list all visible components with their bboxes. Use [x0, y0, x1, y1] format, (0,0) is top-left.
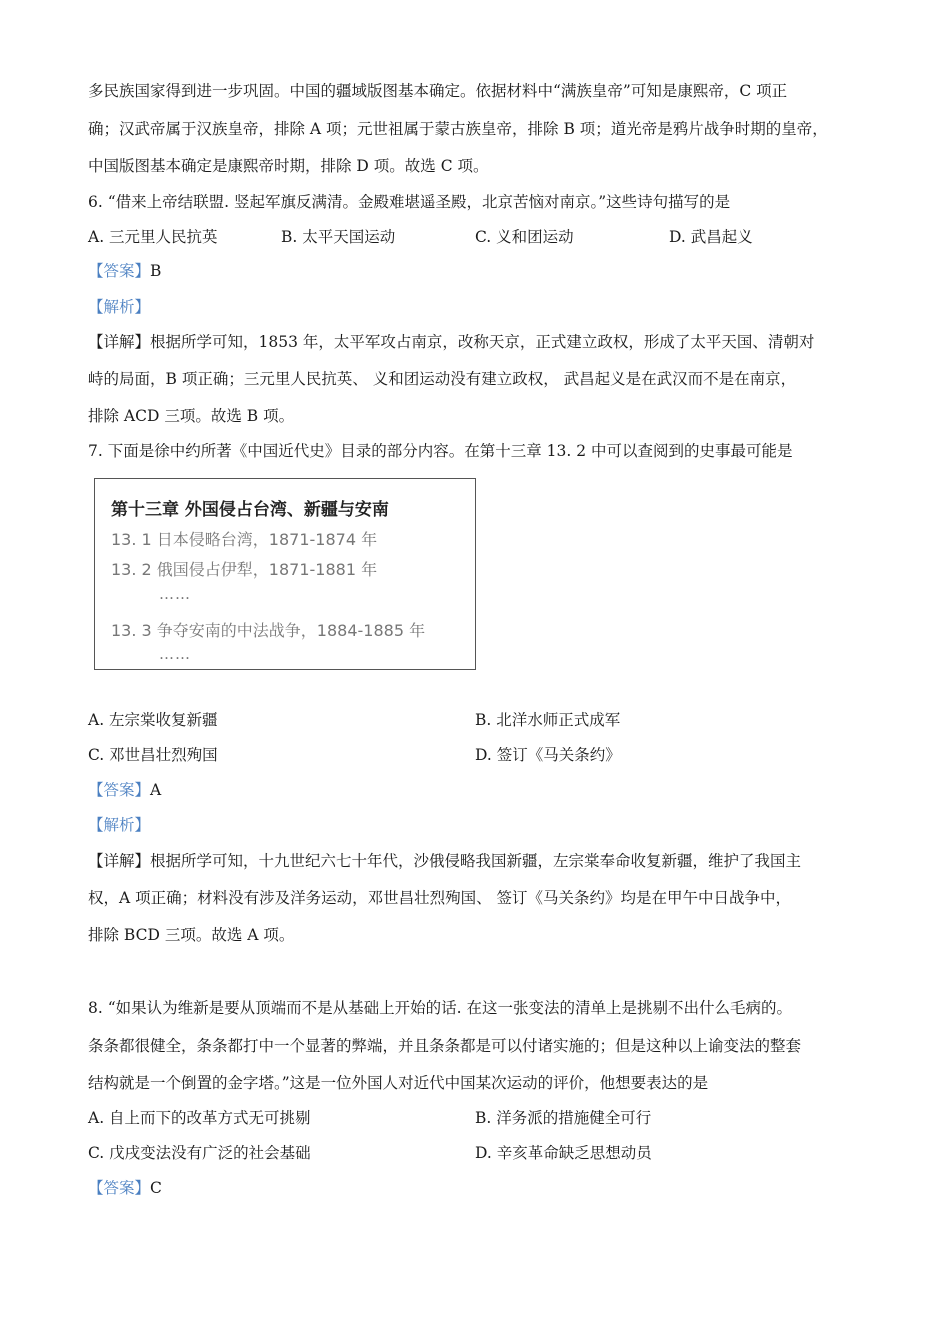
option-a: A. 左宗棠收复新疆	[88, 711, 218, 729]
question-8-answer	[88, 1178, 162, 1198]
question-6-answer	[88, 261, 161, 281]
option-b: B. 太平天国运动	[281, 228, 396, 246]
toc-chapter-heading: 第十三章 外国侵占台湾、新疆与安南	[111, 500, 389, 520]
question-7-analysis-tag: 【解析】	[88, 816, 151, 834]
question-7-detail-line: 权，A 项正确；材料没有涉及洋务运动，邓世昌壮烈殉国、 签订《马关条约》均是在甲午中日战争中，	[88, 889, 792, 907]
paragraph-line: 多民族国家得到进一步巩固。中国的疆域版图基本确定。依据材料中“满族皇帝”可知是康熙帝，C 项正	[88, 82, 788, 100]
answer-value: A	[150, 781, 162, 799]
question-7-answer	[88, 780, 161, 800]
toc-ellipsis: ……	[159, 585, 191, 603]
option-c: C. 戊戌变法没有广泛的社会基础	[88, 1144, 311, 1162]
question-8-stem-line: 条条都很健全，条条都打中一个显著的弊端，并且条条都是可以付诸实施的；但是这种以上谕变法的整套	[88, 1037, 802, 1055]
option-d: D. 武昌起义	[669, 228, 753, 246]
question-7-stem: 7. 下面是徐中约所著《中国近代史》目录的部分内容。在第十三章 13. 2 中可以查阅到的史事最可能是	[88, 442, 793, 460]
detail-tag: 【详解】	[88, 852, 151, 870]
option-a: A. 三元里人民抗英	[88, 228, 218, 246]
toc-ellipsis: ……	[159, 645, 191, 663]
question-7-detail-line	[88, 851, 801, 871]
question-8-stem-line: 结构就是一个倒置的金字塔。”这是一位外国人对近代中国某次运动的评价，他想要表达的是	[88, 1074, 709, 1092]
question-6-detail-line: 峙的局面，B 项正确；三元里人民抗英、 义和团运动没有建立政权， 武昌起义是在武汉而不是在南京，	[88, 370, 797, 388]
question-6-detail-line	[88, 332, 814, 352]
option-b: B. 洋务派的措施健全可行	[475, 1109, 652, 1127]
question-7-detail-line: 排除 BCD 三项。故选 A 项。	[88, 926, 295, 944]
detail-tag: 【详解】	[88, 333, 151, 351]
option-d: D. 签订《马关条约》	[475, 746, 621, 764]
option-c: C. 邓世昌壮烈殉国	[88, 746, 218, 764]
answer-tag: 【答案】	[88, 1179, 151, 1197]
toc-item: 13. 1 日本侵略台湾，1871-1874 年	[111, 530, 378, 549]
question-6-stem: 6. “借来上帝结联盟. 竖起军旗反满清。金殿难堪遥圣殿，北京苦恼对南京。”这些诗句描写的是	[88, 193, 731, 211]
toc-item: 13. 2 俄国侵占伊犁，1871-1881 年	[111, 560, 378, 579]
option-a: A. 自上而下的改革方式无可挑剔	[88, 1109, 311, 1127]
paragraph-line: 确；汉武帝属于汉族皇帝，排除 A 项；元世祖属于蒙古族皇帝，排除 B 项；道光帝是鸦片战争时期的皇帝，	[88, 120, 828, 138]
paragraph-line: 中国版图基本确定是康熙帝时期，排除 D 项。故选 C 项。	[88, 157, 489, 175]
detail-text: 根据所学可知，1853 年，太平军攻占南京，改称天京，正式建立政权，形成了太平天国、清朝对	[150, 333, 815, 351]
question-6-analysis-tag: 【解析】	[88, 298, 151, 316]
option-c: C. 义和团运动	[475, 228, 574, 246]
option-d: D. 辛亥革命缺乏思想动员	[475, 1144, 652, 1162]
answer-tag: 【答案】	[88, 262, 151, 280]
table-of-contents-image	[94, 478, 476, 670]
answer-value: C	[150, 1179, 162, 1197]
answer-tag: 【答案】	[88, 781, 151, 799]
toc-item: 13. 3 争夺安南的中法战争，1884-1885 年	[111, 621, 426, 640]
option-b: B. 北洋水师正式成军	[475, 711, 621, 729]
detail-text: 根据所学可知，十九世纪六七十年代，沙俄侵略我国新疆，左宗棠奉命收复新疆，维护了我国主	[150, 852, 802, 870]
question-8-stem-line: 8. “如果认为维新是要从顶端而不是从基础上开始的话. 在这一张变法的清单上是挑剔不出什么毛病的。	[88, 999, 792, 1017]
question-6-detail-line: 排除 ACD 三项。故选 B 项。	[88, 407, 295, 425]
answer-value: B	[150, 262, 162, 280]
